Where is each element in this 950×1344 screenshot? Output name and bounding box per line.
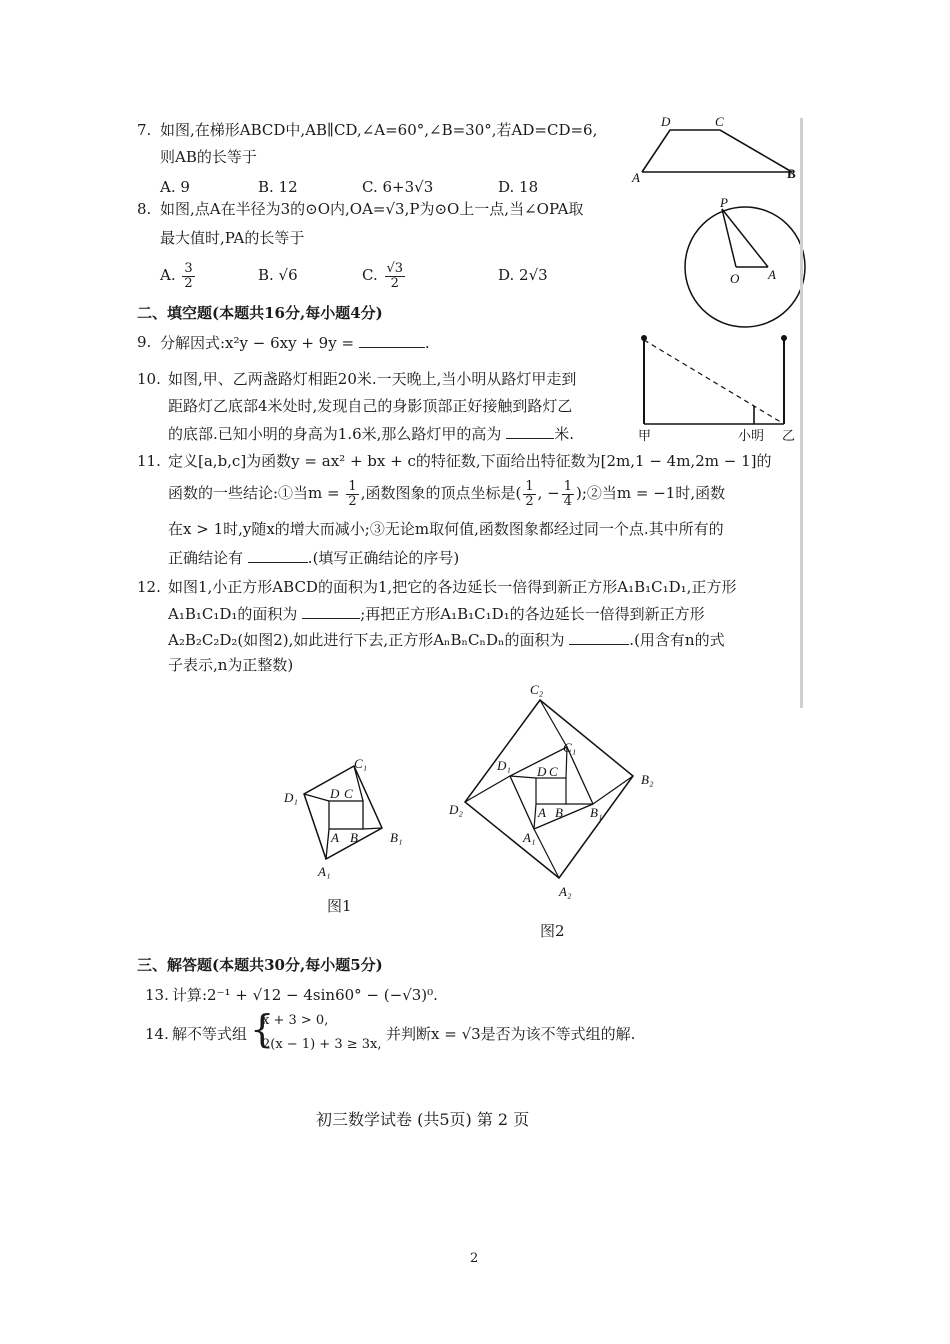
q8-option-a-label: A.: [160, 266, 176, 284]
circle-label-o: O: [730, 271, 740, 286]
q11-stem-line1: 定义[a,b,c]为函数y = ax² + bx + c的特征数,下面给出特征数为[2m,1 − 4m,2m − 1]的: [168, 452, 772, 470]
q14-inequality-2: 2(x − 1) + 3 ≥ 3x,: [262, 1037, 382, 1052]
fig2-label-a2: A₂: [559, 884, 572, 899]
q11-line2-part2: ,函数图象的顶点坐标是(: [360, 484, 522, 502]
q11-line2-minus: , −: [537, 484, 560, 502]
streetlight-figure: [628, 330, 810, 445]
circle-label-a: A: [768, 267, 776, 282]
circle-label-p: P: [720, 195, 728, 210]
q12-answer-blank-1: [302, 604, 360, 619]
trapezoid-figure: [625, 112, 800, 190]
light-ray: [644, 340, 784, 424]
fig2-label-a1: A₁: [523, 830, 536, 845]
q11-number: 11.: [137, 452, 161, 470]
ext-a1: [534, 829, 559, 878]
q8-stem-line1: 如图,点A在半径为3的⊙O内,OA=√3,P为⊙O上一点,当∠OPA取: [160, 200, 584, 218]
q9-end: .: [424, 334, 430, 352]
square-figure-2: [445, 680, 665, 910]
label-xiaoming: 小明: [738, 428, 765, 443]
q9-answer-blank: [359, 333, 425, 348]
scan-edge: [800, 118, 803, 708]
fig1-label-a: A: [331, 830, 339, 845]
q8-option-c-label: C.: [362, 266, 378, 284]
q8-option-a: [160, 260, 197, 291]
square-abcd: [329, 801, 363, 829]
q8-option-c-num: √3: [386, 260, 404, 276]
q7-stem-line2: 则AB的长等于: [160, 148, 257, 166]
q10-stem-line3-unit: 米.: [554, 425, 574, 443]
q11-line4-part1: 正确结论有: [168, 549, 244, 567]
fig2-label-c1: C₁: [563, 740, 577, 755]
q8-option-c-den: 2: [390, 275, 399, 291]
fig1-label-b1: B₁: [390, 830, 403, 845]
q12-line3-part2: .(用含有n的式: [629, 631, 725, 649]
q8-number: 8.: [137, 200, 152, 218]
q8-stem-line2: 最大值时,PA的长等于: [160, 229, 305, 247]
ext-b1: [593, 776, 633, 804]
fig2-label-c: C: [549, 764, 558, 779]
q11-answer-blank: [248, 548, 308, 563]
q10-answer-blank: [506, 424, 554, 439]
q12-answer-blank-2: [569, 630, 629, 645]
q12-number: 12.: [137, 578, 161, 596]
fig2-label-d1: D₁: [497, 758, 511, 773]
ext-d: [304, 794, 329, 801]
q12-stem-line1: 如图1,小正方形ABCD的面积为1,把它的各边延长一倍得到新正方形A₁B₁C₁D₁,正方形: [168, 578, 737, 596]
fig1-label-b: B: [350, 830, 358, 845]
q11-frac1-den: 2: [348, 493, 357, 509]
fig1-label-c: C: [344, 786, 353, 801]
q8-option-d: D. 2√3: [498, 266, 548, 284]
q14-tail: 并判断x = √3是否为该不等式组的解.: [386, 1025, 636, 1043]
q10-number: 10.: [137, 370, 161, 388]
section3-title: 三、解答题(本题共30分,每小题5分): [137, 956, 383, 974]
q8-option-b: B. √6: [258, 266, 298, 284]
fig2-label-b2: B₂: [641, 772, 654, 787]
q9-number: 9.: [137, 333, 152, 351]
square-a1b1c1d1: [510, 747, 593, 829]
q14-brace: {: [250, 1007, 275, 1051]
q13-number: 13.: [145, 986, 169, 1004]
q12-stem-line3: [168, 630, 725, 649]
q12-stem-line4: 子表示,n为正整数): [168, 656, 294, 674]
q11-stem-line4: [168, 548, 459, 567]
fig1-label-d1: D₁: [284, 790, 298, 805]
q13-text: 计算:2⁻¹ + √12 − 4sin60° − (−√3)⁰.: [172, 986, 438, 1004]
ext-d: [510, 776, 536, 778]
trapezoid-label-d: D: [661, 114, 671, 129]
q11-line4-part2: .(填写正确结论的序号): [307, 549, 460, 567]
page-number: 2: [470, 1251, 479, 1266]
trapezoid-shape: [642, 130, 792, 172]
square-a2b2c2d2: [465, 700, 633, 878]
q11-frac2-num: 1: [525, 478, 534, 494]
q10-stem-line3-text: 的底部.已知小明的身高为1.6米,那么路灯甲的高为: [168, 425, 502, 443]
square-a1b1c1d1: [304, 766, 382, 859]
q7-option-d: D. 18: [498, 178, 539, 196]
fig2-label-d: D: [537, 764, 547, 779]
q8-option-a-num: 3: [184, 260, 193, 276]
q11-line2-part3: );②当m = −1时,函数: [575, 484, 726, 502]
q7-stem-line1: 如图,在梯形ABCD中,AB∥CD,∠A=60°,∠B=30°,若AD=CD=6,: [160, 121, 598, 139]
square-figure-1: [280, 752, 420, 887]
q7-option-b: B. 12: [258, 178, 298, 196]
q11-frac3-den: 4: [563, 493, 572, 509]
q12-line2-part2: ;再把正方形A₁B₁C₁D₁的各边延长一倍得到新正方形: [360, 605, 705, 623]
ext-a: [534, 804, 536, 829]
q12-line2-part1: A₁B₁C₁D₁的面积为: [168, 605, 298, 623]
q11-line2-part1: 函数的一些结论:①当m =: [168, 484, 340, 502]
q8-option-a-den: 2: [184, 275, 193, 291]
q8-option-c-fraction: [385, 262, 406, 291]
q14-lead: 解不等式组: [172, 1025, 248, 1043]
label-yi: 乙: [782, 428, 796, 443]
fig2-label-a: A: [538, 805, 546, 820]
q12-stem-line2: [168, 604, 705, 623]
fig1-label-a1: A₁: [318, 864, 331, 879]
q14-number: 14.: [145, 1025, 169, 1043]
fig2-label-d2: D₂: [449, 802, 463, 817]
fig2-label-b1: B₁: [590, 805, 603, 820]
figure-2-caption: 图2: [540, 922, 565, 940]
q11-stem-line3: 在x > 1时,y随x的增大而减小;③无论m取何值,函数图象都经过同一个点.其中所有的: [168, 520, 724, 538]
q7-option-c: C. 6+3√3: [362, 178, 434, 196]
trapezoid-label-c: C: [715, 114, 724, 129]
fig2-label-c2: C₂: [530, 682, 544, 697]
q11-frac1-num: 1: [348, 478, 357, 494]
section2-title: 二、填空题(本题共16分,每小题4分): [137, 304, 383, 322]
figure-1-caption: 图1: [327, 897, 352, 915]
q9-line: [160, 333, 430, 352]
q7-number: 7.: [137, 121, 152, 139]
q11-fraction-x: [523, 480, 535, 509]
ext-d1: [465, 776, 510, 802]
q12-line3-part1: A₂B₂C₂D₂(如图2),如此进行下去,正方形AₙBₙCₙDₙ的面积为: [168, 631, 565, 649]
page-footer: 初三数学试卷 (共5页) 第 2 页: [316, 1110, 530, 1129]
q10-stem-line2: 距路灯乙底部4米处时,发现自己的身影顶部正好接触到路灯乙: [168, 397, 573, 415]
lamp-yi-light: [781, 335, 787, 341]
trapezoid-label-a: A: [632, 170, 640, 185]
square-abcd: [536, 778, 566, 804]
ext-a: [326, 829, 329, 859]
fig1-label-d: D: [330, 786, 340, 801]
trapezoid-label-b: B: [787, 166, 796, 181]
fig2-label-b: B: [555, 805, 563, 820]
q8-option-c: [362, 260, 407, 291]
circle-figure: [678, 195, 813, 330]
label-jia: 甲: [638, 428, 652, 443]
q11-fraction-m: [346, 480, 358, 509]
q11-frac2-den: 2: [525, 493, 534, 509]
q10-stem-line1: 如图,甲、乙两盏路灯相距20米.一天晚上,当小明从路灯甲走到: [168, 370, 577, 388]
q11-fraction-y: [562, 480, 574, 509]
q11-frac3-num: 1: [563, 478, 572, 494]
q10-stem-line3: [168, 424, 574, 443]
q9-text: 分解因式:x²y − 6xy + 9y =: [160, 334, 355, 352]
q11-stem-line2: [168, 476, 725, 510]
q8-option-a-fraction: [182, 262, 194, 291]
q7-option-a: A. 9: [160, 178, 190, 196]
q14-inequality-1: x + 3 > 0,: [262, 1013, 329, 1028]
fig1-label-c1: C₁: [354, 756, 368, 771]
